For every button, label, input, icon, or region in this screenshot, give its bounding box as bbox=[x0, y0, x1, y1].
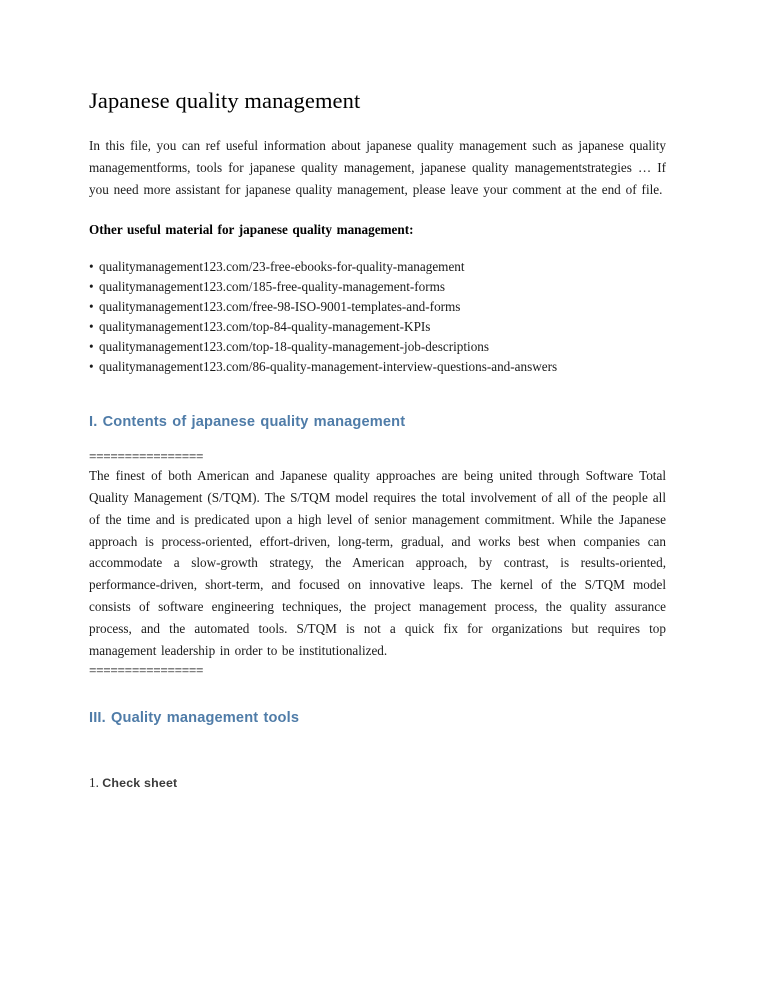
intro-paragraph: In this file, you can ref useful information about japanese quality management such as japanese quality managementforms, tools for japanese quality management, japanese quality managementstrategies … If you need more assistant for japanese quality management, please leave your comment at the end of file. bbox=[89, 137, 666, 198]
bullet-icon: • bbox=[89, 318, 94, 334]
section-heading-contents: I. Contents of japanese quality management bbox=[89, 413, 406, 430]
list-item bbox=[89, 317, 666, 337]
spacer bbox=[89, 399, 666, 413]
resource-link-list bbox=[89, 257, 666, 377]
resource-link[interactable]: qualitymanagement123.com/86-quality-management-interview-questions-and-answers bbox=[99, 358, 558, 374]
resource-link[interactable]: qualitymanagement123.com/23-free-ebooks-for-quality-management bbox=[99, 258, 465, 274]
other-material-subheading: Other useful material for japanese quality management: bbox=[89, 222, 414, 238]
section-heading-tools: III. Quality management tools bbox=[89, 709, 300, 726]
list-item bbox=[89, 277, 666, 297]
tool-label: Check sheet bbox=[102, 775, 178, 790]
resource-link[interactable]: qualitymanagement123.com/free-98-ISO-9001-templates-and-forms bbox=[99, 298, 461, 314]
resource-link[interactable]: qualitymanagement123.com/top-18-quality-management-job-descriptions bbox=[99, 338, 490, 354]
section-one-body: The finest of both American and Japanese quality approaches are being united through Software Total Quality Management (S/TQM). The S/TQM model requires the total involvement of all of the people all of the time and is predicated upon a high level of senior management commitment. While the Japanese approach is process-oriented, effort-driven, long-term, gradual, and works best when companies can accommodate a slow-growth strategy, the American approach, by contrast, is results-oriented, performance-driven, short-term, and focused on innovative leaps. The kernel of the S/TQM model consists of software engineering techniques, the project management process, the quality assurance process, and the automated tools. S/TQM is not a quick fix for organizations but requires top management leadership in order to be institutionalized. bbox=[89, 468, 666, 658]
list-item bbox=[89, 297, 666, 317]
list-item bbox=[89, 337, 666, 357]
resource-link[interactable]: qualitymanagement123.com/top-84-quality-management-KPIs bbox=[99, 318, 431, 334]
tool-list-item bbox=[89, 774, 666, 792]
divider-equals-top: ================ bbox=[89, 448, 204, 464]
divider-equals-bottom: ================ bbox=[89, 662, 204, 678]
tool-number: 1. bbox=[89, 774, 99, 790]
bullet-icon: • bbox=[89, 358, 94, 374]
bullet-icon: • bbox=[89, 298, 94, 314]
list-item bbox=[89, 357, 666, 377]
list-item bbox=[89, 257, 666, 277]
bullet-icon: • bbox=[89, 258, 94, 274]
bullet-icon: • bbox=[89, 278, 94, 294]
resource-link[interactable]: qualitymanagement123.com/185-free-quality-management-forms bbox=[99, 278, 446, 294]
bullet-icon: • bbox=[89, 338, 94, 354]
page-title: Japanese quality management bbox=[89, 88, 361, 113]
